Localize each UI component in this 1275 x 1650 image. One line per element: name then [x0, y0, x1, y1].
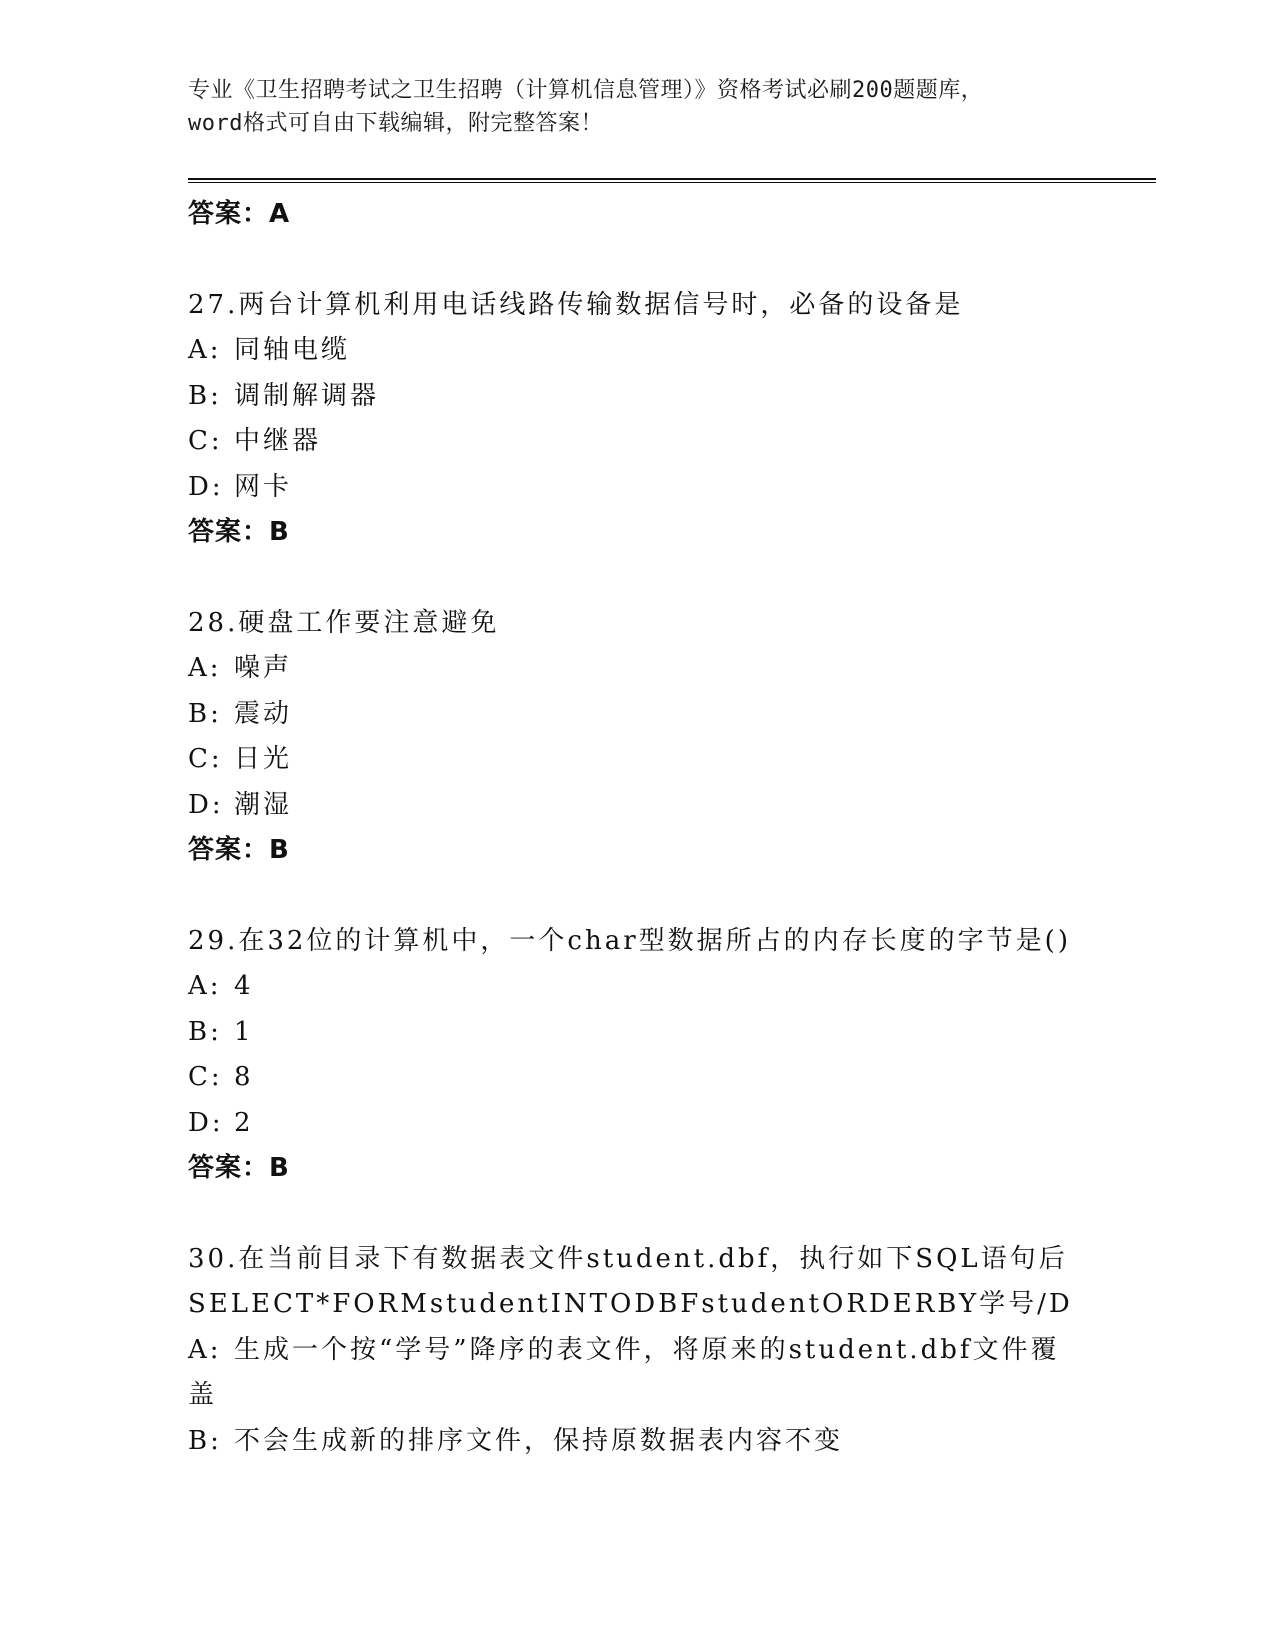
- option-text: 2: [234, 1107, 254, 1138]
- option-c: [188, 419, 1088, 465]
- option-key: B:: [188, 1016, 222, 1047]
- option-key: D:: [188, 1107, 224, 1138]
- option-key: A:: [188, 971, 222, 1001]
- question-29: [188, 919, 1088, 1192]
- option-d: [188, 1101, 1088, 1147]
- question-stem: 30.在当前目录下有数据表文件student.dbf，执行如下SQL语句后: [188, 1243, 1068, 1274]
- option-c: [188, 1055, 1088, 1101]
- spacer: [188, 238, 1088, 283]
- question-28: [188, 601, 1088, 874]
- page-header: [188, 74, 1088, 140]
- option-text: 8: [234, 1062, 254, 1092]
- option-text: 噪声: [234, 653, 293, 683]
- option-key: A:: [188, 1334, 222, 1365]
- option-text: 同轴电缆: [234, 335, 351, 365]
- answer: 答案：B: [188, 517, 290, 547]
- question-stem: 27.两台计算机利用电话线路传输数据信号时，必备的设备是: [188, 289, 964, 320]
- answer: 答案：B: [188, 1153, 290, 1183]
- option-text: 生成一个按“学号”降序的表文件，将原来的student.dbf文件覆: [234, 1334, 1060, 1365]
- option-text: 日光: [234, 744, 293, 774]
- option-b: [188, 1010, 1088, 1056]
- option-b: [188, 1419, 1088, 1465]
- option-a-continued: 盖: [188, 1380, 218, 1410]
- option-text: 潮湿: [234, 789, 293, 820]
- spacer: [188, 1192, 1088, 1237]
- option-a: [188, 1328, 1088, 1374]
- option-a: [188, 646, 1088, 692]
- option-text: 网卡: [234, 471, 293, 502]
- option-b: [188, 374, 1088, 420]
- option-key: D:: [188, 471, 224, 502]
- question-30: [188, 1237, 1088, 1465]
- option-text: 中继器: [234, 426, 322, 456]
- option-d: [188, 465, 1088, 511]
- question-stem: 29.在32位的计算机中，一个char型数据所占的内存长度的字节是(): [188, 925, 1071, 956]
- question-stem-sql: SELECT*FORMstudentINTODBFstudentORDERBY学号/D: [188, 1289, 1073, 1319]
- option-a: [188, 328, 1088, 374]
- question-27: [188, 283, 1088, 556]
- spacer: [188, 556, 1088, 601]
- option-text: 1: [234, 1016, 254, 1047]
- spacer: [188, 874, 1088, 919]
- question-stem: 28.硬盘工作要注意避免: [188, 607, 500, 638]
- option-text: 不会生成新的排序文件，保持原数据表内容不变: [234, 1425, 844, 1456]
- option-key: B:: [188, 380, 222, 411]
- option-text: 震动: [234, 698, 293, 729]
- option-key: D:: [188, 789, 224, 820]
- option-key: B:: [188, 698, 222, 729]
- option-key: C:: [188, 426, 223, 456]
- option-key: C:: [188, 744, 223, 774]
- option-key: B:: [188, 1425, 222, 1456]
- option-c: [188, 737, 1088, 783]
- option-b: [188, 692, 1088, 738]
- header-line-1: 专业《卫生招聘考试之卫生招聘（计算机信息管理）》资格考试必刷200题题库，: [188, 78, 984, 103]
- option-a: [188, 964, 1088, 1010]
- option-key: C:: [188, 1062, 223, 1092]
- question-content: [188, 188, 1088, 1464]
- header-divider: [188, 178, 1156, 183]
- option-d: [188, 783, 1088, 829]
- option-key: A:: [188, 653, 222, 683]
- previous-answer: 答案：A: [188, 199, 291, 229]
- answer: 答案：B: [188, 835, 290, 865]
- option-text: 4: [234, 971, 254, 1001]
- option-text: 调制解调器: [234, 380, 380, 411]
- option-key: A:: [188, 335, 222, 365]
- header-line-2: word格式可自由下载编辑，附完整答案！: [188, 111, 603, 136]
